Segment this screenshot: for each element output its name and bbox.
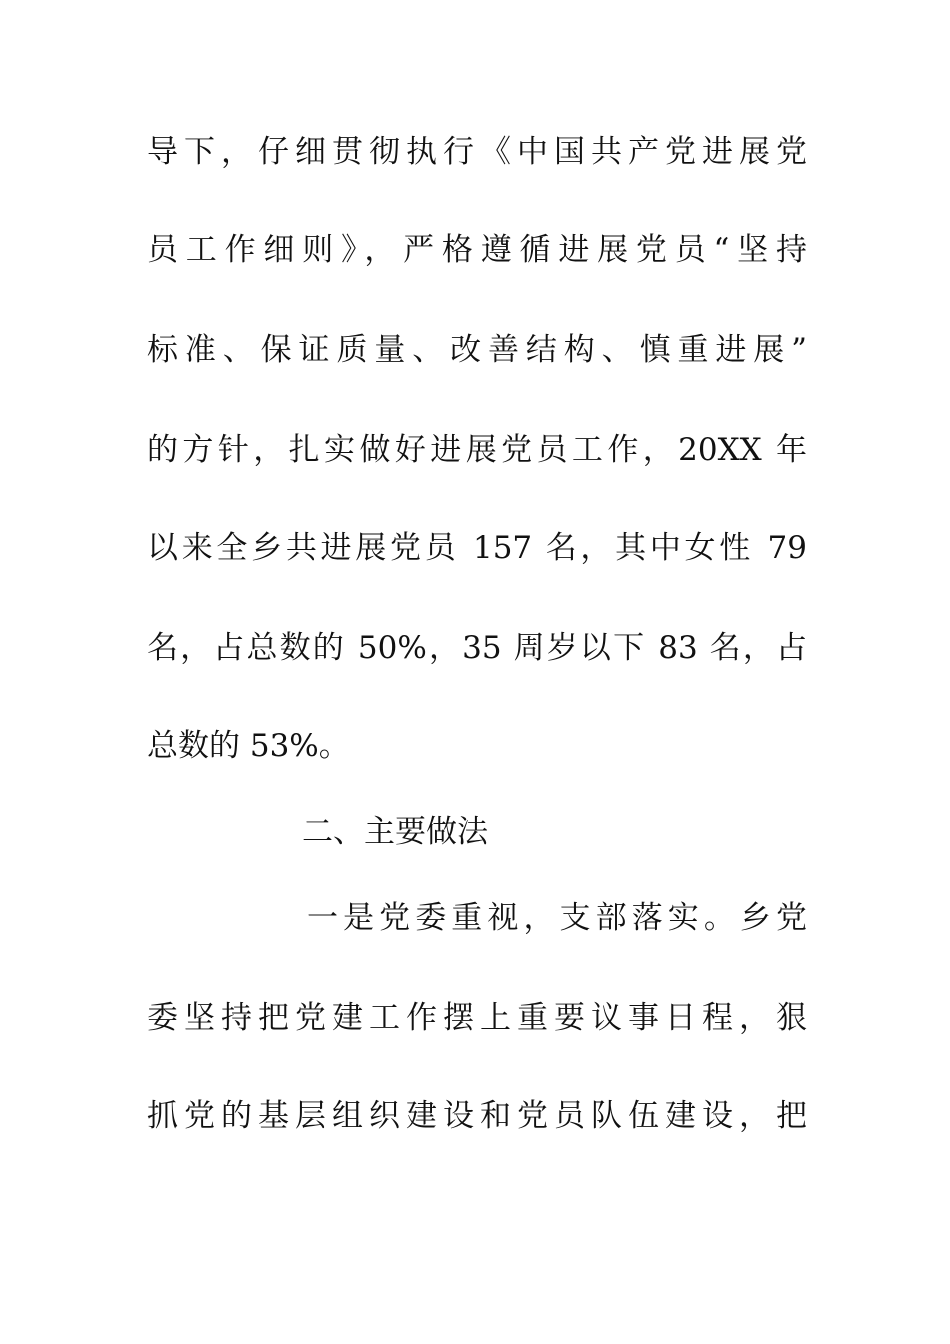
paragraph-line: 的方针，扎实做好进展党员工作，20XX 年 [147,432,807,468]
paragraph-line: 导下，仔细贯彻执行《中国共产党进展党 [147,134,807,170]
paragraph-line: 以来全乡共进展党员 157 名，其中女性 79 [147,530,807,566]
paragraph-line: 标准、保证质量、改善结构、慎重进展” [147,332,807,368]
paragraph-line: 总数的 53%。 [147,728,350,764]
paragraph-line: 委坚持把党建工作摆上重要议事日程，狠 [147,1000,807,1036]
paragraph-line: 一是党委重视，支部落实。乡党 [307,900,807,936]
paragraph-line: 抓党的基层组织建设和党员队伍建设，把 [147,1098,807,1134]
section-heading: 二、主要做法 [302,814,488,850]
paragraph-line: 名，占总数的 50%，35 周岁以下 83 名，占 [147,630,807,666]
paragraph-line: 员工作细则》，严格遵循进展党员“坚持 [147,232,807,268]
